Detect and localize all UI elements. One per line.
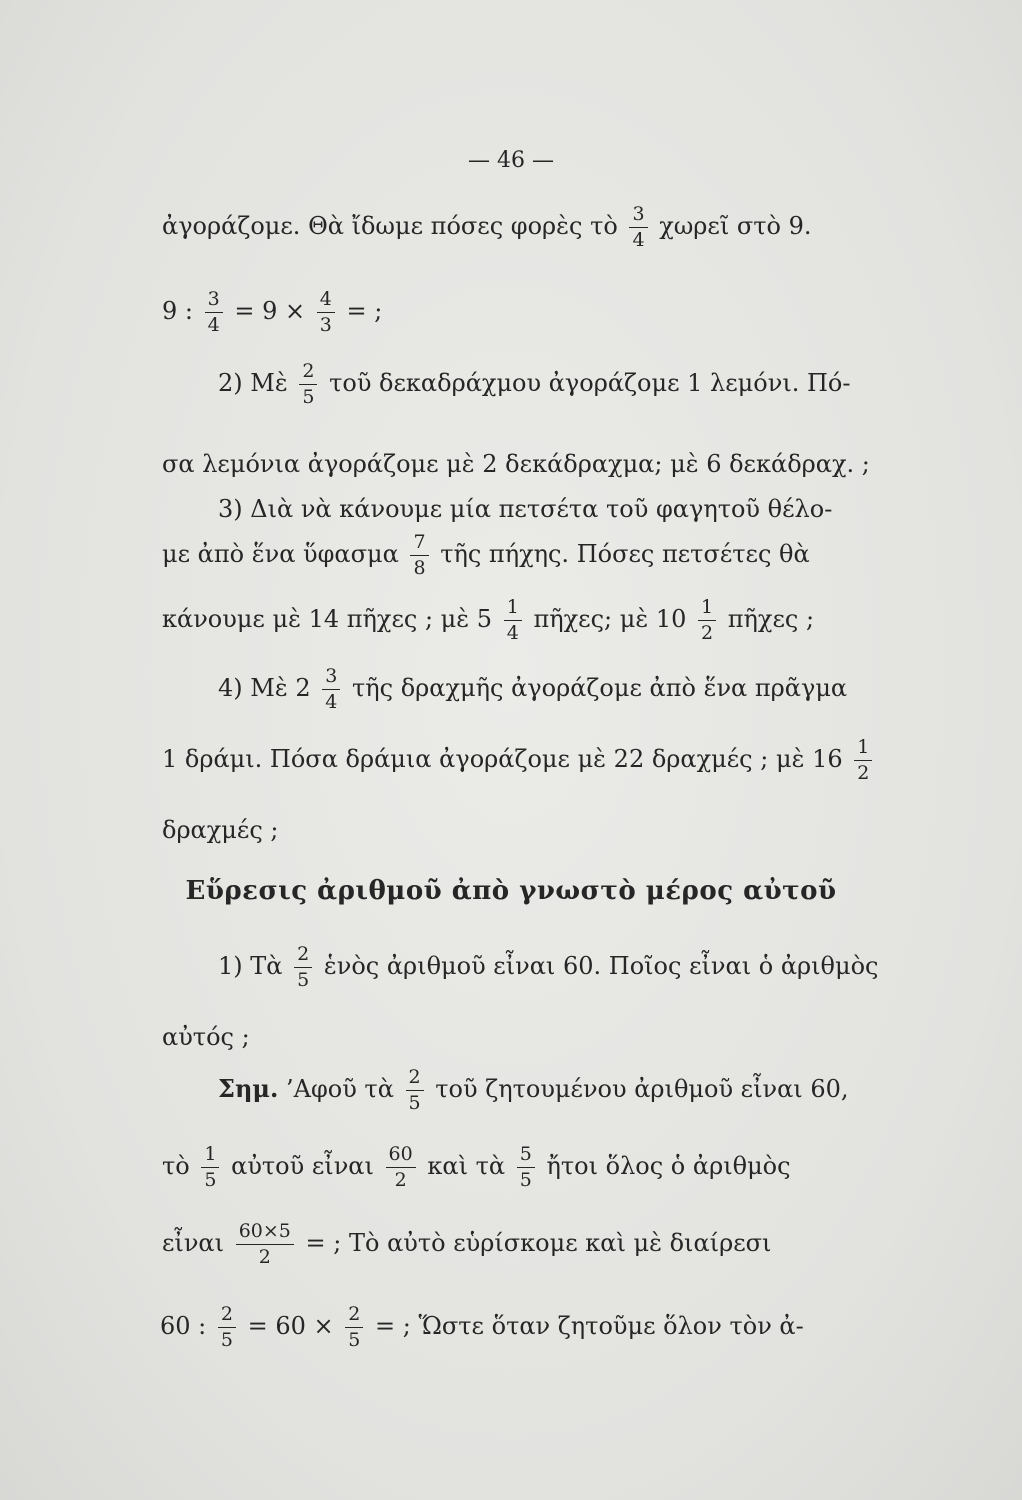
- equation-line: [160, 1305, 804, 1350]
- fraction: [698, 598, 716, 643]
- text-segment: πῆχες ;: [727, 605, 815, 633]
- text-line: [218, 1068, 849, 1113]
- numerator: 5: [517, 1145, 535, 1168]
- denominator: 5: [348, 1329, 361, 1351]
- numerator: 2: [406, 1068, 424, 1091]
- text-line: σα λεμόνια ἀγοράζομε μὲ 2 δεκάδραχμα; μὲ 6 δεκάδραχ. ;: [162, 450, 870, 478]
- fraction: [218, 1305, 236, 1350]
- fraction: [322, 667, 340, 712]
- text-line: [162, 1145, 791, 1190]
- text-line: [162, 533, 810, 578]
- denominator: 4: [632, 229, 645, 251]
- text-segment: = 60 ×: [247, 1312, 334, 1340]
- text-segment: τοῦ δεκαδράχμου ἀγοράζομε 1 λεμόνι. Πό-: [329, 369, 851, 397]
- numerator: 2: [294, 945, 312, 968]
- denominator: 4: [325, 691, 338, 713]
- text-segment: 4) Μὲ 2: [218, 674, 311, 702]
- text-line: 3) Διὰ νὰ κάνουμε μία πετσέτα τοῦ φαγητοῦ θέλο-: [218, 495, 833, 523]
- text-segment: 2) Μὲ: [218, 369, 288, 397]
- numerator: 60×5: [236, 1222, 294, 1245]
- text-segment: = ; Τὸ αὐτὸ εὑρίσκομε καὶ μὲ διαίρεσι: [305, 1229, 772, 1257]
- text-line: [162, 598, 814, 643]
- text-line: [218, 362, 850, 407]
- numerator: 3: [629, 205, 647, 228]
- text-segment: καὶ τὰ: [427, 1152, 506, 1180]
- text-segment: ἑνὸς ἀριθμοῦ εἶναι 60. Ποῖος εἶναι ὁ ἀριθμὸς: [323, 952, 879, 980]
- page-number: — 46 —: [468, 148, 554, 173]
- numerator: 3: [205, 290, 223, 313]
- text-line: [162, 205, 812, 250]
- text-segment: ’Αφοῦ τὰ: [285, 1075, 394, 1103]
- fraction: [854, 738, 872, 783]
- numerator: 2: [218, 1305, 236, 1328]
- fraction: [504, 598, 522, 643]
- numerator: 2: [299, 362, 317, 385]
- text-segment: 9 :: [162, 297, 193, 325]
- denominator: 2: [258, 1246, 271, 1268]
- numerator: 7: [410, 533, 428, 556]
- numerator: 1: [504, 598, 522, 621]
- text-segment: τῆς πήχης. Πόσες πετσέτες θὰ: [440, 540, 810, 568]
- denominator: 2: [701, 622, 714, 644]
- text-line: [218, 945, 879, 990]
- text-segment: τοῦ ζητουμένου ἀριθμοῦ εἶναι 60,: [435, 1075, 849, 1103]
- numerator: 1: [854, 738, 872, 761]
- fraction: [236, 1222, 294, 1267]
- text-segment: 1) Τὰ: [218, 952, 283, 980]
- denominator: 5: [204, 1169, 217, 1191]
- denominator: 5: [297, 969, 310, 991]
- fraction: [629, 205, 647, 250]
- text-line: δραχμές ;: [162, 816, 279, 844]
- fraction: [294, 945, 312, 990]
- fraction: [410, 533, 428, 578]
- denominator: 5: [302, 386, 315, 408]
- fraction: [317, 290, 335, 335]
- text-segment: = ;: [346, 297, 383, 325]
- fraction: [205, 290, 223, 335]
- fraction: [345, 1305, 363, 1350]
- numerator: 60: [386, 1145, 416, 1168]
- fraction: [201, 1145, 219, 1190]
- numerator: 1: [201, 1145, 219, 1168]
- denominator: 8: [413, 557, 426, 579]
- section-heading: Εὕρεσις ἀριθμοῦ ἀπὸ γνωστὸ μέρος αὐτοῦ: [185, 876, 837, 906]
- text-segment: 60 :: [160, 1312, 207, 1340]
- numerator: 2: [345, 1305, 363, 1328]
- numerator: 4: [317, 290, 335, 313]
- text-segment: με ἀπὸ ἕνα ὕφασμα: [162, 540, 399, 568]
- note-label: Σημ.: [218, 1074, 279, 1103]
- text-line: αὐτός ;: [162, 1023, 250, 1051]
- denominator: 4: [207, 314, 220, 336]
- text-line: [162, 738, 876, 783]
- denominator: 2: [857, 762, 870, 784]
- denominator: 2: [394, 1169, 407, 1191]
- text-segment: πῆχες; μὲ 10: [533, 605, 687, 633]
- denominator: 4: [506, 622, 519, 644]
- text-segment: εἶναι: [162, 1229, 225, 1257]
- text-segment: = ; Ὥστε ὅταν ζητοῦμε ὅλον τὸν ἀ-: [375, 1312, 804, 1340]
- numerator: 3: [322, 667, 340, 690]
- text-segment: αὐτοῦ εἶναι: [231, 1152, 374, 1180]
- fraction: [517, 1145, 535, 1190]
- text-segment: τὸ: [162, 1152, 190, 1180]
- text-segment: ἤτοι ὅλος ὁ ἀριθμὸς: [546, 1152, 791, 1180]
- equation-line: [162, 290, 382, 335]
- fraction: [299, 362, 317, 407]
- text-segment: κάνουμε μὲ 14 πῆχες ; μὲ 5: [162, 605, 493, 633]
- fraction: [406, 1068, 424, 1113]
- text-line: [218, 667, 847, 712]
- text-segment: = 9 ×: [234, 297, 306, 325]
- numerator: 1: [698, 598, 716, 621]
- text-segment: χωρεῖ στὸ 9.: [659, 212, 812, 240]
- denominator: 5: [220, 1329, 233, 1351]
- denominator: 5: [519, 1169, 532, 1191]
- fraction: [386, 1145, 416, 1190]
- text-line: [162, 1222, 771, 1267]
- denominator: 5: [408, 1092, 421, 1114]
- text-segment: ἀγοράζομε. Θὰ ἴδωμε πόσες φορὲς τὸ: [162, 212, 618, 240]
- denominator: 3: [319, 314, 332, 336]
- text-segment: 1 δράμι. Πόσα δράμια ἀγοράζομε μὲ 22 δραχμές ; μὲ 16: [162, 745, 843, 773]
- text-segment: τῆς δραχμῆς ἀγοράζομε ἀπὸ ἕνα πρᾶγμα: [352, 674, 848, 702]
